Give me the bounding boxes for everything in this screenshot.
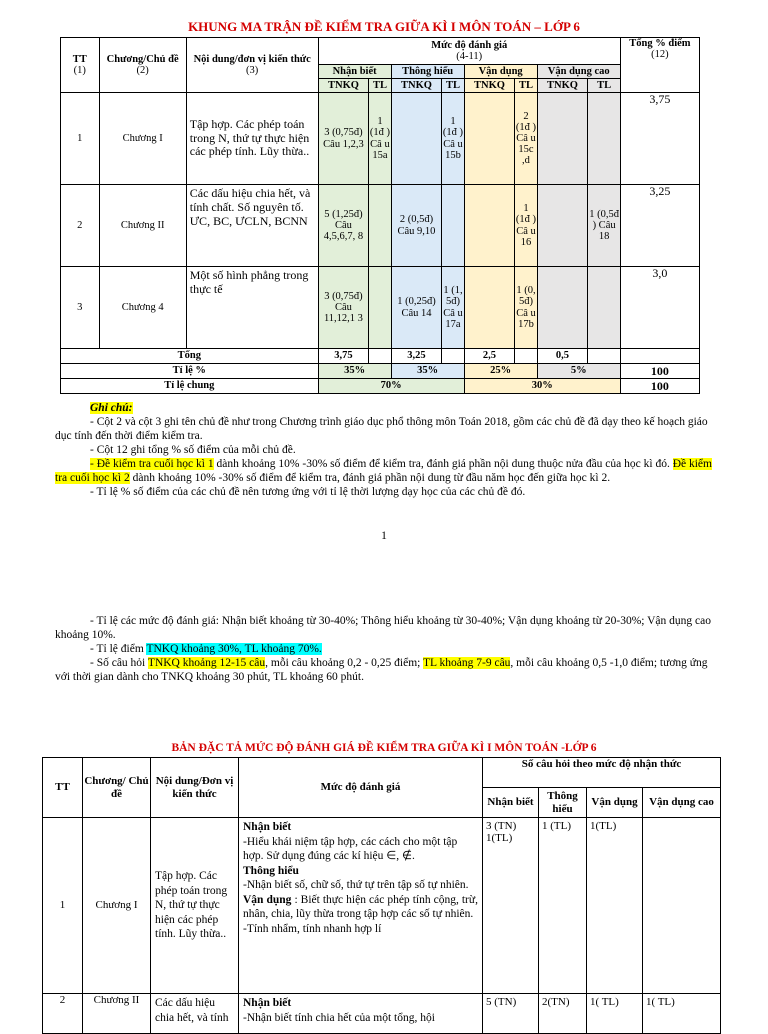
row-chuong: Chương I [99, 93, 186, 185]
ratio-nb: 35% [318, 364, 391, 379]
spec-header-tt: TT [43, 758, 83, 818]
header-chuong: Chương/Chủ đề (2) [99, 38, 186, 93]
sub-tl: TL [442, 79, 464, 93]
level-vandungcao: Vận dụng cao [537, 65, 620, 79]
total-nb: 3,75 [318, 349, 369, 364]
ratio-th: 35% [391, 364, 464, 379]
table-row [43, 818, 721, 994]
note-paragraph: - Cột 2 và cột 3 ghi tên chủ đề như trong Chương trình giáo dục phổ thông môn Toán 2018, gồm các chủ đề đã dạy theo kế hoạch giáo dục tính đến thời điểm kiểm tra. [55, 416, 708, 442]
cell-vdc-tnkq [537, 185, 588, 267]
cell-vdc-tnkq [537, 267, 588, 349]
total-th: 3,25 [391, 349, 442, 364]
sub-tl: TL [588, 79, 620, 93]
cell-vd-tnkq [464, 267, 515, 349]
cell-vdc-tnkq [537, 93, 588, 185]
spec-row-noidung: Tập hợp. Các phép toán trong N, thứ tự thực hiện các phép tính. Lũy thừa.. [151, 818, 239, 994]
level-nhanbiet: Nhận biết [318, 65, 391, 79]
cell-vdc-tl [588, 267, 620, 349]
table-row [43, 994, 721, 1034]
cell-vd-tnkq [464, 185, 515, 267]
cell-vdc-tl: 1 (0,5đ ) Câu 18 [588, 185, 620, 267]
total-vd: 2,5 [464, 349, 515, 364]
note-heading: Ghi chú: [90, 402, 133, 414]
ratio-label: Tỉ lệ % [61, 364, 319, 379]
row-noidung: Các dấu hiệu chia hết, và tính chất. Số nguyên tố. ƯC, BC, ƯCLN, BCNN [186, 185, 318, 267]
note-paragraph: - Tỉ lệ điểm TNKQ khoảng 30%, TL khoảng 70%. [90, 643, 322, 655]
cell-vd-tl: 2 (1đ ) Câ u 15c ,d [515, 93, 537, 185]
header-mucdo: Mức độ đánh giá (4-11) [318, 38, 620, 65]
spec-row-noidung: Các dấu hiệu chia hết, và tính [151, 994, 239, 1034]
page-number: 1 [381, 530, 387, 542]
row-tt: 2 [61, 185, 100, 267]
common-ratio-total: 100 [620, 379, 699, 394]
ratio-vd: 25% [464, 364, 537, 379]
spec-cell-nb: 5 (TN) [483, 994, 539, 1034]
sub-tl: TL [515, 79, 537, 93]
spec-row-mucdo: Nhận biết -Hiểu khái niệm tập hợp, các cách cho một tập hợp. Sử dụng đúng các kí hiệu ∈, ∉. Thông hiểu -Nhận biết số, chữ số, thứ tự trên tập số tự nhiên. Vận dụng : Biết thực hiện các phép tính cộng, trừ, nhân, chia, lũy thừa trong tập hợp các số tự nhiên. -Tính nhẩm, tính nhanh hợp lí [239, 818, 483, 994]
ratio-total: 100 [620, 364, 699, 379]
row-tt: 3 [61, 267, 100, 349]
cell-nb-tl [369, 267, 391, 349]
total-row [61, 349, 700, 364]
spec-cell-nb: 3 (TN) 1(TL) [483, 818, 539, 994]
notes-block [55, 401, 715, 499]
cell-nb-tnkq: 3 (0,75đ) Câu 1,2,3 [318, 93, 369, 185]
note-paragraph: - Tỉ lệ các mức độ đánh giá: Nhận biết khoảng từ 30-40%; Thông hiểu khoảng từ 30-40%; Vận dụng khoảng từ 20-30%; Vận dụng cao khoảng 10%. [55, 615, 711, 641]
cell-vd-tl: 1 (1đ ) Câ u 16 [515, 185, 537, 267]
spec-cell-vdc: 1( TL) [643, 994, 721, 1034]
total-vdc: 0,5 [537, 349, 588, 364]
note-paragraph: - Cột 12 ghi tổng % số điểm của mỗi chủ đề. [90, 444, 296, 456]
spec-row-mucdo: Nhận biết -Nhận biết tính chia hết của một tổng, hội [239, 994, 483, 1034]
spec-cell-vdc [643, 818, 721, 994]
header-tt: TT (1) [61, 38, 100, 93]
sub-tnkq: TNKQ [464, 79, 515, 93]
spec-header-mucdo: Mức độ đánh giá [239, 758, 483, 818]
cell-nb-tnkq: 3 (0,75đ) Câu 11,12,1 3 [318, 267, 369, 349]
ratio-row [61, 364, 700, 379]
row-tong: 3,75 [620, 93, 699, 185]
cell-th-tnkq: 2 (0,5đ) Câu 9,10 [391, 185, 442, 267]
note-paragraph: - Đề kiểm tra cuối học kì 1 dành khoảng 10% -30% số điểm để kiểm tra, đánh giá phần nội dung thuộc nửa đầu của học kì đó. Đề kiểm tra cuối học kì 2 dành khoảng 10% -30% số điểm để kiểm tra, đánh giá phần nội dung từ đầu năm học đến giữa học kì 2. [55, 458, 712, 484]
cell-vd-tl: 1 (0, 5đ) Câ u 17b [515, 267, 537, 349]
level-vandung: Vận dụng [464, 65, 537, 79]
common-ratio-row [61, 379, 700, 394]
common-ratio-label: Tỉ lệ chung [61, 379, 319, 394]
spec-row-chuong: Chương I [83, 818, 151, 994]
cell-th-tnkq: 1 (0,25đ) Câu 14 [391, 267, 442, 349]
note-paragraph: - Số câu hỏi TNKQ khoảng 12-15 câu, mỗi câu khoảng 0,2 - 0,25 điểm; TL khoảng 7-9 câu, mỗi câu khoảng 0,5 -1,0 điểm; tương ứng với thời gian dành cho TNKQ khoảng 30 phút, TL khoảng 60 phút. [55, 657, 708, 683]
ratio-vdc: 5% [537, 364, 620, 379]
spec-row-chuong: Chương II [83, 994, 151, 1034]
row-tong: 3,0 [620, 267, 699, 349]
sub-tnkq: TNKQ [318, 79, 369, 93]
cell-vd-tnkq [464, 93, 515, 185]
spec-cell-th: 2(TN) [539, 994, 587, 1034]
spec-row-tt: 1 [43, 818, 83, 994]
header-noidung: Nội dung/đơn vị kiến thức (3) [186, 38, 318, 93]
spec-level-vd: Vận dụng [587, 788, 643, 818]
spec-cell-vd: 1(TL) [587, 818, 643, 994]
cell-vdc-tl [588, 93, 620, 185]
spec-cell-vd: 1( TL) [587, 994, 643, 1034]
spec-header-socau: Số câu hỏi theo mức độ nhận thức [483, 758, 721, 788]
row-noidung: Tập hợp. Các phép toán trong N, thứ tự thực hiện các phép tính. Lũy thừa.. [186, 93, 318, 185]
sub-tl: TL [369, 79, 391, 93]
spec-row-tt: 2 [43, 994, 83, 1034]
spec-level-th: Thông hiểu [539, 788, 587, 818]
matrix-title: KHUNG MA TRẬN ĐỀ KIỂM TRA GIỮA KÌ I MÔN TOÁN – LỚP 6 [188, 19, 580, 34]
sub-tnkq: TNKQ [391, 79, 442, 93]
spec-level-vdc: Vận dụng cao [643, 788, 721, 818]
row-tong: 3,25 [620, 185, 699, 267]
row-chuong: Chương 4 [99, 267, 186, 349]
note-paragraph: - Tỉ lệ % số điểm của các chủ đề nên tương ứng với tỉ lệ thời lượng dạy học của các chủ đề đó. [90, 486, 526, 498]
table-row [61, 267, 700, 349]
spec-header-noidung: Nội dung/Đơn vị kiến thức [151, 758, 239, 818]
table-row [61, 185, 700, 267]
common-ratio-a: 70% [318, 379, 464, 394]
spec-cell-th: 1 (TL) [539, 818, 587, 994]
cell-th-tl: 1 (1đ ) Câ u 15b [442, 93, 464, 185]
spec-table [42, 757, 721, 1034]
spec-header-chuong: Chương/ Chủ đề [83, 758, 151, 818]
cell-th-tl: 1 (1, 5đ) Câ u 17a [442, 267, 464, 349]
sub-tnkq: TNKQ [537, 79, 588, 93]
table-row [61, 93, 700, 185]
cell-th-tl [442, 185, 464, 267]
spec-level-nb: Nhận biết [483, 788, 539, 818]
cell-nb-tl [369, 185, 391, 267]
header-tong: Tổng % điểm (12) [620, 38, 699, 93]
notes-block-2 [55, 614, 715, 684]
cell-nb-tnkq: 5 (1,25đ) Câu 4,5,6,7, 8 [318, 185, 369, 267]
matrix-table [60, 37, 700, 394]
row-tt: 1 [61, 93, 100, 185]
cell-nb-tl: 1 (1đ ) Câ u 15a [369, 93, 391, 185]
row-noidung: Một số hình phẳng trong thực tế [186, 267, 318, 349]
common-ratio-b: 30% [464, 379, 620, 394]
row-chuong: Chương II [99, 185, 186, 267]
level-thonghieu: Thông hiểu [391, 65, 464, 79]
total-label: Tổng [61, 349, 319, 364]
spec-title: BẢN ĐẶC TẢ MỨC ĐỘ ĐÁNH GIÁ ĐỀ KIỂM TRA GIỮA KÌ I MÔN TOÁN -LỚP 6 [171, 742, 597, 754]
cell-th-tnkq [391, 93, 442, 185]
